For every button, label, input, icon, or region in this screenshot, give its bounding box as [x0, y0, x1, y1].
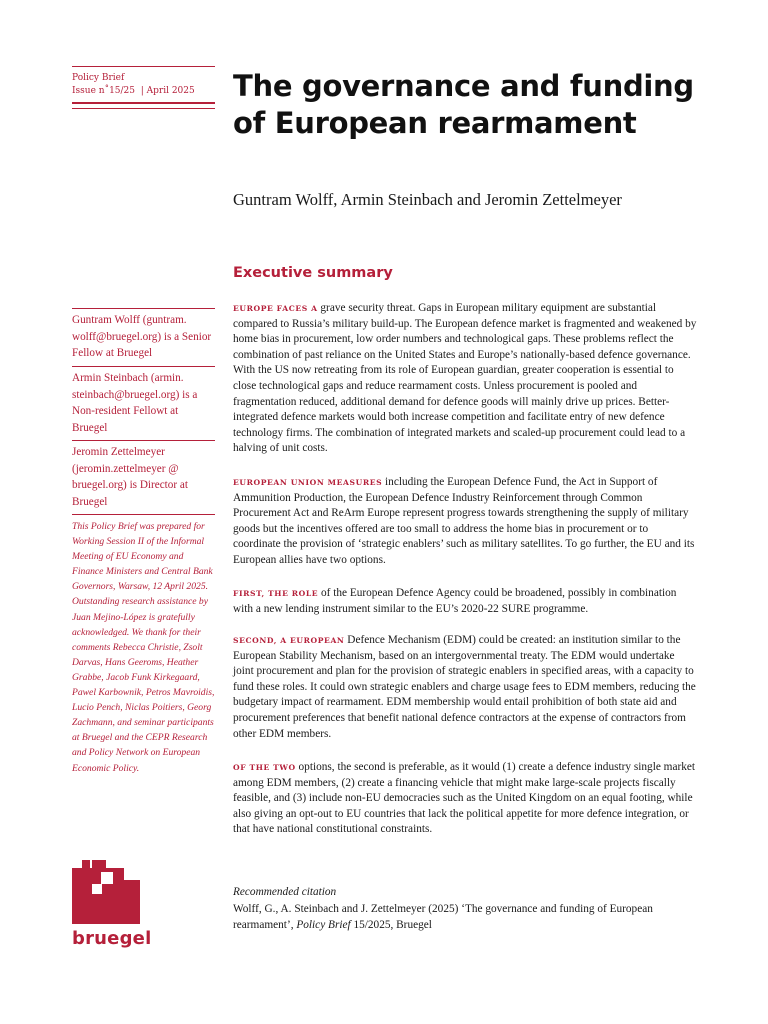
sidebar-rule-1 — [72, 308, 215, 309]
author-note-wolff: Guntram Wolff (guntram. wolff@bruegel.org) is a Senior Fellow at Bruegel — [72, 314, 212, 359]
paragraph-text: Defence Mechanism (EDM) could be created: an institution similar to the European Stability Mechanism, based on an intergovernmental treaty. The EDM would undertake joint procurement and plan for the provision of strategic enablers in specified areas, with a capacity to fund these roles. It could own strategic enablers and charge usage fees to EDM members, reducing the budgetary impact of rearmament. EDM membership would entail prohibition of both state aid and procurement preferences that benefit national defence contractors at the expense of contractors from other EDM members. — [233, 634, 696, 740]
paragraph-text: options, the second is preferable, as it would (1) create a defence industry single market among EDM members, (2) create a financing vehicle that might make large-scale projects fiscally feasible, and (3) include non-EU democracies such as the United Kingdom on an equal footing, while also giving an opt-out to EU countries that lack the political appetite for more defence integration, or that have national constitutional constraints. — [233, 761, 696, 836]
paragraph-text: including the European Defence Fund, the Act in Support of Ammunition Production, the European Defence Industry Reinforcement through Common Procurement Act and ReArm Europe represent progress towards strengthening the supply of military goods but the incentives offered are too small to address the home bias in procurement or to coordinate the provision of ‘strategic enablers’ such as military satellites. To go further, the EU and its European allies have two options. — [233, 476, 695, 566]
acknowledgement-note: This Policy Brief was prepared for Working Session II of the Informal Meeting of EU Economy and Finance Ministers and Central Bank Governors, Warsaw, 12 April 2025. Outstanding research assistance by Juan Mejino-López is gratefully acknowledged. We thank for their comments Rebecca Christie, Zsolt Darvas, Hans Geeroms, Heather Grabbe, Jacob Funk Kirkegaard, Pawel Karbownik, Petros Mavroidis, Lucio Pench, Niclas Poitiers, Georg Zachmann, and seminar participants at Bruegel and the CEPR Research and Policy Network on European Economic Policy. — [72, 521, 215, 774]
summary-paragraph-5 — [233, 760, 698, 838]
executive-summary-heading: Executive summary — [233, 265, 393, 281]
series-label: Policy Brief — [72, 73, 125, 83]
paragraph-lead: OF THE TWO — [233, 763, 296, 772]
sidebar-rule-2 — [72, 366, 215, 367]
citation-part-2: 15/2025, Bruegel — [350, 918, 432, 931]
citation-part-1: Wolff, G., A. Steinbach and J. Zettelmeyer (2025) ‘The governance and funding of European rearmament’, — [233, 903, 653, 931]
sidebar-rule-4 — [72, 514, 215, 515]
sidebar-rule-3 — [72, 440, 215, 441]
issue-number: Issue n˚15/25 — [72, 86, 136, 96]
summary-paragraph-1 — [233, 301, 698, 457]
paragraph-lead: SECOND, A EUROPEAN — [233, 636, 345, 645]
page-title — [233, 68, 713, 142]
paragraph-lead: EUROPEAN UNION MEASURES — [233, 478, 383, 487]
issue-date: April 2025 — [146, 86, 195, 96]
summary-paragraph-2 — [233, 475, 698, 569]
author-note-zettelmeyer: Jeromin Zettelmeyer (jeromin.zettelmeyer @ bruegel.org) is Director at Bruegel — [72, 446, 188, 508]
bruegel-wordmark: bruegel — [72, 928, 152, 949]
header-rule-thin — [72, 108, 215, 109]
citation-journal: Policy Brief — [296, 918, 351, 931]
top-rule — [72, 66, 215, 67]
summary-paragraph-3 — [233, 586, 698, 617]
title-line-2: of European rearmament — [233, 106, 637, 140]
paragraph-lead: FIRST, THE ROLE — [233, 589, 319, 598]
header-rule-thick — [72, 102, 215, 104]
citation-label: Recommended citation — [233, 886, 337, 898]
title-line-1: The governance and funding — [233, 69, 694, 103]
authors-line: Guntram Wolff, Armin Steinbach and Jeromin Zettelmeyer — [233, 190, 622, 209]
author-note-steinbach: Armin Steinbach (armin. steinbach@bruegel.org) is a Non-resident Fellowt at Bruegel — [72, 372, 198, 434]
issue-line: Issue n˚15/25 | April 2025 — [72, 86, 195, 96]
citation-text — [233, 902, 698, 933]
paragraph-text: of the European Defence Agency could be broadened, possibly in combination with a new lending instrument similar to the EU’s 2020-22 SURE programme. — [233, 587, 677, 615]
paragraph-text: grave security threat. Gaps in European military equipment are substantial compared to Russia’s military build-up. The European defence market is fragmented and weakened by home bias in procurement, low order numbers and technological gaps. These problems reflect the combination of past reliance on the United States and Europe’s nationally-based defence governance. With the US now retreating from its role of European guardian, greater cooperation is essential to close technological gaps and reduce rearmament costs. Unless procurement is pooled and fragmentation reduced, additional demand for defence goods will mainly drive up prices. Better-integrated defence markets would both increase competition and facilitate entry of new defence technology firms. The combination of integrated markets and scaled-up procurement could lead to a halving of unit costs. — [233, 302, 697, 455]
paragraph-lead: EUROPE FACES A — [233, 304, 318, 313]
summary-paragraph-4 — [233, 633, 698, 742]
brief-label — [72, 72, 217, 98]
